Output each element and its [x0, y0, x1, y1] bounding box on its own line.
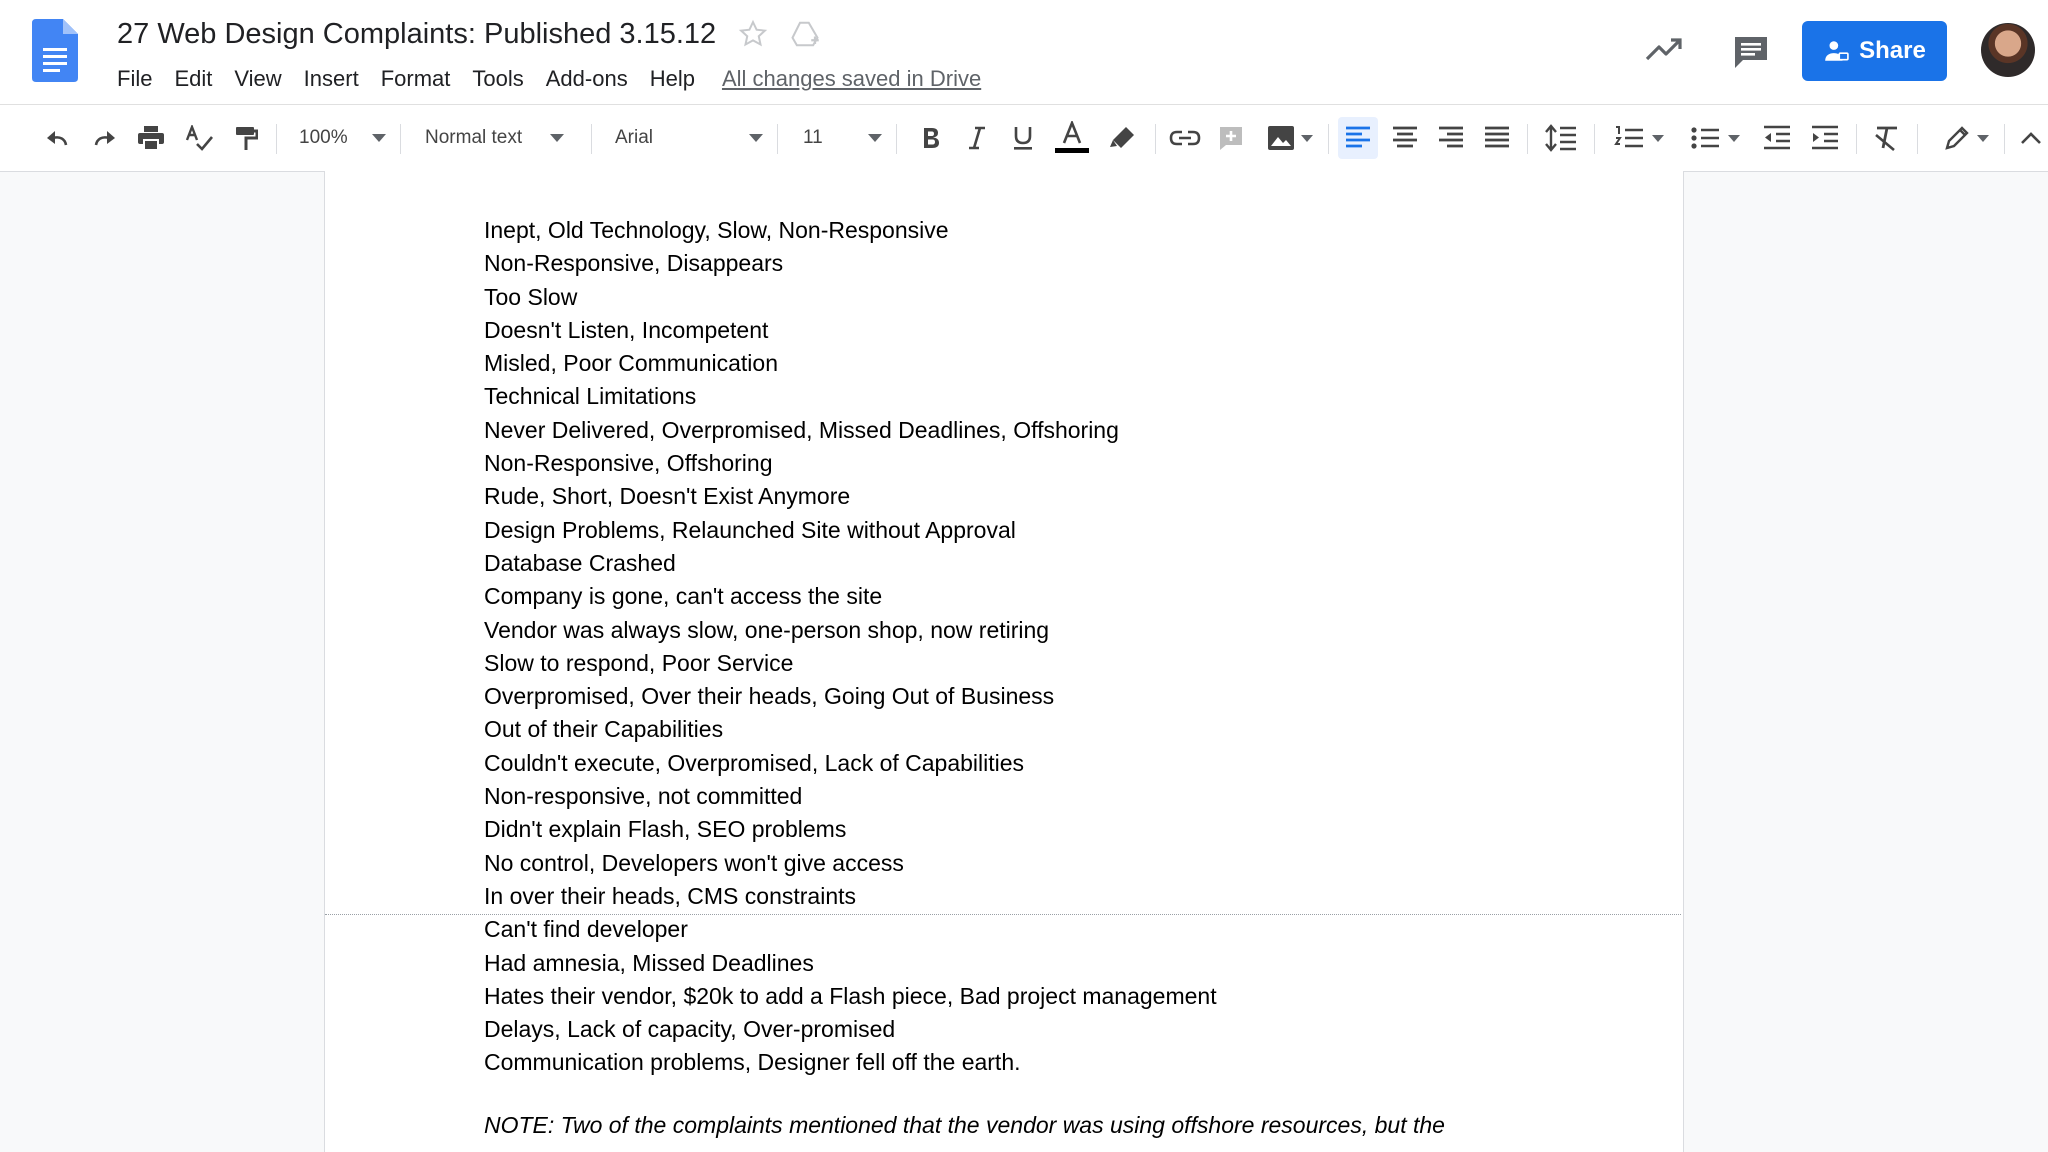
font-dropdown-icon — [749, 134, 763, 142]
document-line: In over their heads, CMS constraints — [484, 882, 856, 909]
document-note: NOTE: Two of the complaints mentioned that the vendor was using offshore resources, but the — [484, 1112, 1445, 1138]
align-left-icon — [1345, 126, 1371, 150]
document-line: Couldn't execute, Overpromised, Lack of Capabilities — [484, 749, 1025, 776]
bold-icon — [921, 126, 941, 150]
title-row — [117, 14, 820, 54]
document-line: Inept, Old Technology, Slow, Non-Responsive — [484, 217, 949, 243]
paragraph-style-select[interactable] — [425, 105, 564, 171]
line-spacing-button[interactable] — [1542, 105, 1580, 171]
document-line: Delays, Lack of capacity, Over-promised — [484, 1016, 896, 1043]
document-line: Non-responsive, not committed — [484, 783, 803, 810]
document-line: Out of their Capabilities — [484, 716, 724, 743]
italic-icon — [967, 126, 987, 150]
numbered-list-dropdown-icon — [1652, 135, 1664, 142]
image-icon — [1267, 125, 1295, 151]
align-center-icon — [1392, 126, 1418, 150]
star-icon[interactable] — [738, 19, 768, 49]
zoom-dropdown-icon — [372, 134, 386, 142]
text-color-icon — [1054, 121, 1090, 155]
undo-icon — [44, 127, 72, 149]
toolbar-divider — [1328, 124, 1329, 154]
spellcheck-icon — [185, 125, 213, 151]
numbered-list-icon — [1614, 125, 1644, 151]
underline-button[interactable] — [1006, 105, 1040, 171]
toolbar-divider — [777, 124, 778, 154]
paragraph-style-value: Normal text — [425, 127, 523, 148]
document-line: Database Crashed — [484, 549, 676, 576]
bulleted-list-button[interactable] — [1684, 105, 1746, 171]
comments-icon[interactable] — [1732, 34, 1770, 70]
document-line: Hates their vendor, $20k to add a Flash piece, Bad project management — [484, 982, 1217, 1009]
paint-format-button[interactable] — [228, 105, 264, 171]
line-spacing-icon — [1545, 124, 1577, 152]
toolbar-divider — [1856, 124, 1857, 154]
document-line: Didn't explain Flash, SEO problems — [484, 816, 847, 843]
increase-indent-button[interactable] — [1806, 105, 1844, 171]
highlight-color-button[interactable] — [1104, 105, 1140, 171]
save-status-link[interactable]: All changes saved in Drive — [721, 66, 982, 91]
toolbar — [0, 104, 2048, 172]
document-line: Rude, Short, Doesn't Exist Anymore — [484, 483, 851, 510]
spellcheck-button[interactable] — [181, 105, 217, 171]
menu-tools[interactable]: Tools — [472, 66, 524, 91]
toolbar-divider — [400, 124, 401, 154]
app-header — [0, 0, 2048, 104]
share-person-icon — [1823, 38, 1849, 64]
font-select[interactable] — [615, 105, 763, 171]
move-to-drive-icon[interactable] — [790, 19, 820, 49]
link-icon — [1169, 129, 1201, 147]
menu-bar — [106, 62, 981, 96]
bulleted-list-dropdown-icon — [1728, 135, 1740, 142]
decrease-indent-button[interactable] — [1758, 105, 1796, 171]
paint-format-icon — [234, 125, 258, 151]
document-line: Overpromised, Over their heads, Going Out of Business — [484, 683, 1055, 710]
user-avatar[interactable] — [1981, 23, 2035, 77]
toolbar-divider — [1155, 124, 1156, 154]
menu-view[interactable]: View — [234, 66, 282, 91]
font-size-select[interactable] — [803, 105, 882, 171]
font-size-dropdown-icon — [868, 134, 882, 142]
clear-formatting-icon — [1873, 125, 1901, 151]
editing-mode-dropdown-icon — [1977, 135, 1989, 142]
align-left-button[interactable] — [1338, 117, 1378, 159]
document-line: Non-Responsive, Disappears — [484, 250, 784, 277]
align-right-button[interactable] — [1432, 105, 1470, 171]
document-title[interactable]: 27 Web Design Complaints: Published 3.15.12 — [117, 18, 717, 50]
bold-button[interactable] — [914, 105, 948, 171]
decrease-indent-icon — [1763, 125, 1791, 151]
insert-comment-button[interactable] — [1214, 105, 1248, 171]
highlight-pen-icon — [1108, 125, 1136, 151]
edit-pencil-icon — [1943, 124, 1971, 152]
document-line: Had amnesia, Missed Deadlines — [484, 949, 814, 976]
bulleted-list-icon — [1690, 125, 1720, 151]
increase-indent-icon — [1811, 125, 1839, 151]
undo-button[interactable] — [40, 105, 76, 171]
document-line: Can't find developer — [484, 916, 688, 943]
share-button[interactable] — [1802, 21, 1947, 81]
add-comment-icon — [1218, 125, 1244, 151]
justify-icon — [1484, 126, 1510, 150]
share-label: Share — [1859, 37, 1926, 64]
toolbar-divider — [1527, 124, 1528, 154]
document-line: Never Delivered, Overpromised, Missed Deadlines, Offshoring — [484, 416, 1119, 443]
numbered-list-button[interactable] — [1608, 105, 1670, 171]
hide-menus-button[interactable] — [2014, 105, 2048, 171]
document-line: Misled, Poor Communication — [484, 350, 779, 377]
insert-image-button[interactable] — [1260, 105, 1320, 171]
toolbar-divider — [276, 124, 277, 154]
paragraph-style-dropdown-icon — [550, 134, 564, 142]
document-line: Non-Responsive, Offshoring — [484, 450, 773, 477]
document-line: Design Problems, Relaunched Site without Approval — [484, 516, 1016, 543]
toolbar-divider — [1917, 124, 1918, 154]
document-line: Slow to respond, Poor Service — [484, 649, 794, 676]
clear-formatting-button[interactable] — [1868, 105, 1906, 171]
menu-help[interactable]: Help — [649, 66, 695, 91]
toolbar-divider — [591, 124, 592, 154]
print-icon — [137, 125, 165, 151]
text-color-button[interactable] — [1052, 105, 1092, 171]
editing-mode-button[interactable] — [1936, 105, 1996, 171]
menu-addons[interactable]: Add-ons — [545, 66, 628, 91]
font-size-value: 11 — [803, 127, 823, 148]
google-docs-logo-icon[interactable] — [32, 19, 78, 82]
redo-button[interactable] — [86, 105, 122, 171]
document-line: Too Slow — [484, 283, 578, 310]
toolbar-divider — [1594, 124, 1595, 154]
toolbar-divider — [896, 124, 897, 154]
document-body[interactable] — [484, 214, 1634, 1080]
document-line: Doesn't Listen, Incompetent — [484, 316, 769, 343]
image-dropdown-icon — [1301, 135, 1313, 142]
redo-icon — [90, 127, 118, 149]
menu-file[interactable]: File — [117, 66, 153, 91]
document-line: Company is gone, can't access the site — [484, 583, 883, 610]
print-button[interactable] — [133, 105, 169, 171]
justify-button[interactable] — [1478, 105, 1516, 171]
insert-link-button[interactable] — [1166, 105, 1204, 171]
menu-edit[interactable]: Edit — [174, 66, 213, 91]
toolbar-divider — [2004, 124, 2005, 154]
document-line: Technical Limitations — [484, 383, 697, 410]
zoom-value: 100% — [299, 127, 348, 148]
menu-insert[interactable]: Insert — [303, 66, 359, 91]
menu-format[interactable]: Format — [380, 66, 451, 91]
font-value: Arial — [615, 127, 654, 148]
document-line: No control, Developers won't give access — [484, 849, 904, 876]
align-center-button[interactable] — [1386, 105, 1424, 171]
activity-dashboard-icon[interactable] — [1644, 34, 1684, 64]
document-line: Vendor was always slow, one-person shop, now retiring — [484, 616, 1050, 643]
zoom-select[interactable] — [299, 105, 386, 171]
italic-button[interactable] — [960, 105, 994, 171]
underline-icon — [1012, 125, 1034, 151]
chevron-up-icon — [2020, 131, 2042, 145]
align-right-icon — [1438, 126, 1464, 150]
document-line: Communication problems, Designer fell off the earth. — [484, 1049, 1021, 1076]
